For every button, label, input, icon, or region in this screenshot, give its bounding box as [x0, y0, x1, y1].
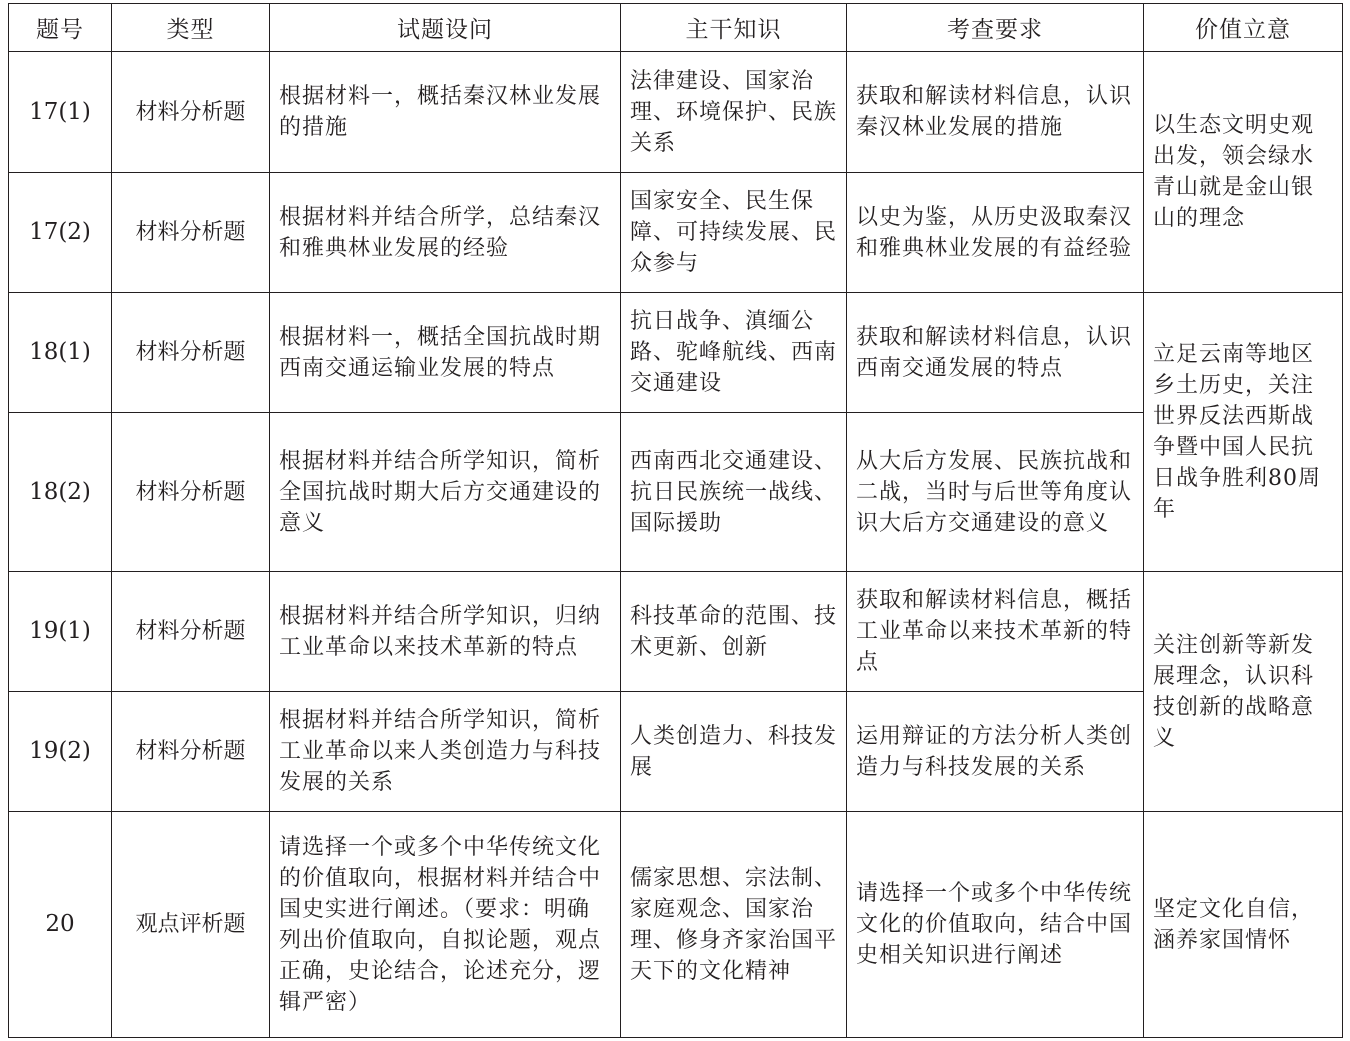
question-prompt: 根据材料并结合所学知识，简析工业革命以来人类创造力与科技发展的关系	[270, 692, 621, 812]
header-question: 试题设问	[270, 4, 621, 52]
table-row	[9, 812, 1343, 1038]
core-knowledge: 人类创造力、科技发展	[621, 692, 847, 812]
question-number: 19(1)	[9, 572, 112, 692]
table-row	[9, 173, 1343, 293]
question-type: 材料分析题	[112, 52, 270, 173]
assessment-requirement: 获取和解读材料信息，概括工业革命以来技术革新的特点	[847, 572, 1144, 692]
question-type: 材料分析题	[112, 572, 270, 692]
header-value: 价值立意	[1144, 4, 1343, 52]
question-prompt: 根据材料并结合所学，总结秦汉和雅典林业发展的经验	[270, 173, 621, 293]
header-type: 类型	[112, 4, 270, 52]
question-number: 19(2)	[9, 692, 112, 812]
header-row	[9, 4, 1343, 52]
value-orientation: 以生态文明史观出发，领会绿水青山就是金山银山的理念	[1144, 52, 1343, 293]
value-orientation: 立足云南等地区乡土历史，关注世界反法西斯战争暨中国人民抗日战争胜利80周年	[1144, 293, 1343, 572]
header-number: 题号	[9, 4, 112, 52]
question-type: 观点评析题	[112, 812, 270, 1038]
table-row	[9, 692, 1343, 812]
exam-analysis-table	[8, 3, 1343, 1038]
question-type: 材料分析题	[112, 173, 270, 293]
question-prompt: 请选择一个或多个中华传统文化的价值取向，根据材料并结合中国史实进行阐述。（要求：明确列出价值取向，自拟论题，观点正确，史论结合，论述充分，逻辑严密）	[270, 812, 621, 1038]
assessment-requirement: 以史为鉴，从历史汲取秦汉和雅典林业发展的有益经验	[847, 173, 1144, 293]
core-knowledge: 法律建设、国家治理、环境保护、民族关系	[621, 52, 847, 173]
question-prompt: 根据材料一，概括秦汉林业发展的措施	[270, 52, 621, 173]
table-row	[9, 293, 1343, 413]
value-orientation: 关注创新等新发展理念，认识科技创新的战略意义	[1144, 572, 1343, 812]
core-knowledge: 国家安全、民生保障、可持续发展、民众参与	[621, 173, 847, 293]
assessment-requirement: 获取和解读材料信息，认识西南交通发展的特点	[847, 293, 1144, 413]
table-row	[9, 413, 1343, 572]
header-requirement: 考查要求	[847, 4, 1144, 52]
table-row	[9, 52, 1343, 173]
core-knowledge: 西南西北交通建设、抗日民族统一战线、国际援助	[621, 413, 847, 572]
assessment-requirement: 运用辩证的方法分析人类创造力与科技发展的关系	[847, 692, 1144, 812]
assessment-requirement: 请选择一个或多个中华传统文化的价值取向，结合中国史相关知识进行阐述	[847, 812, 1144, 1038]
assessment-requirement: 获取和解读材料信息，认识秦汉林业发展的措施	[847, 52, 1144, 173]
question-type: 材料分析题	[112, 692, 270, 812]
question-prompt: 根据材料一，概括全国抗战时期西南交通运输业发展的特点	[270, 293, 621, 413]
header-knowledge: 主干知识	[621, 4, 847, 52]
table-row	[9, 572, 1343, 692]
question-number: 17(2)	[9, 173, 112, 293]
assessment-requirement: 从大后方发展、民族抗战和二战，当时与后世等角度认识大后方交通建设的意义	[847, 413, 1144, 572]
question-number: 20	[9, 812, 112, 1038]
core-knowledge: 抗日战争、滇缅公路、驼峰航线、西南交通建设	[621, 293, 847, 413]
core-knowledge: 科技革命的范围、技术更新、创新	[621, 572, 847, 692]
question-number: 17(1)	[9, 52, 112, 173]
question-type: 材料分析题	[112, 413, 270, 572]
question-prompt: 根据材料并结合所学知识，归纳工业革命以来技术革新的特点	[270, 572, 621, 692]
question-prompt: 根据材料并结合所学知识，简析全国抗战时期大后方交通建设的意义	[270, 413, 621, 572]
value-orientation: 坚定文化自信，涵养家国情怀	[1144, 812, 1343, 1038]
question-number: 18(1)	[9, 293, 112, 413]
question-type: 材料分析题	[112, 293, 270, 413]
core-knowledge: 儒家思想、宗法制、家庭观念、国家治理、修身齐家治国平天下的文化精神	[621, 812, 847, 1038]
question-number: 18(2)	[9, 413, 112, 572]
